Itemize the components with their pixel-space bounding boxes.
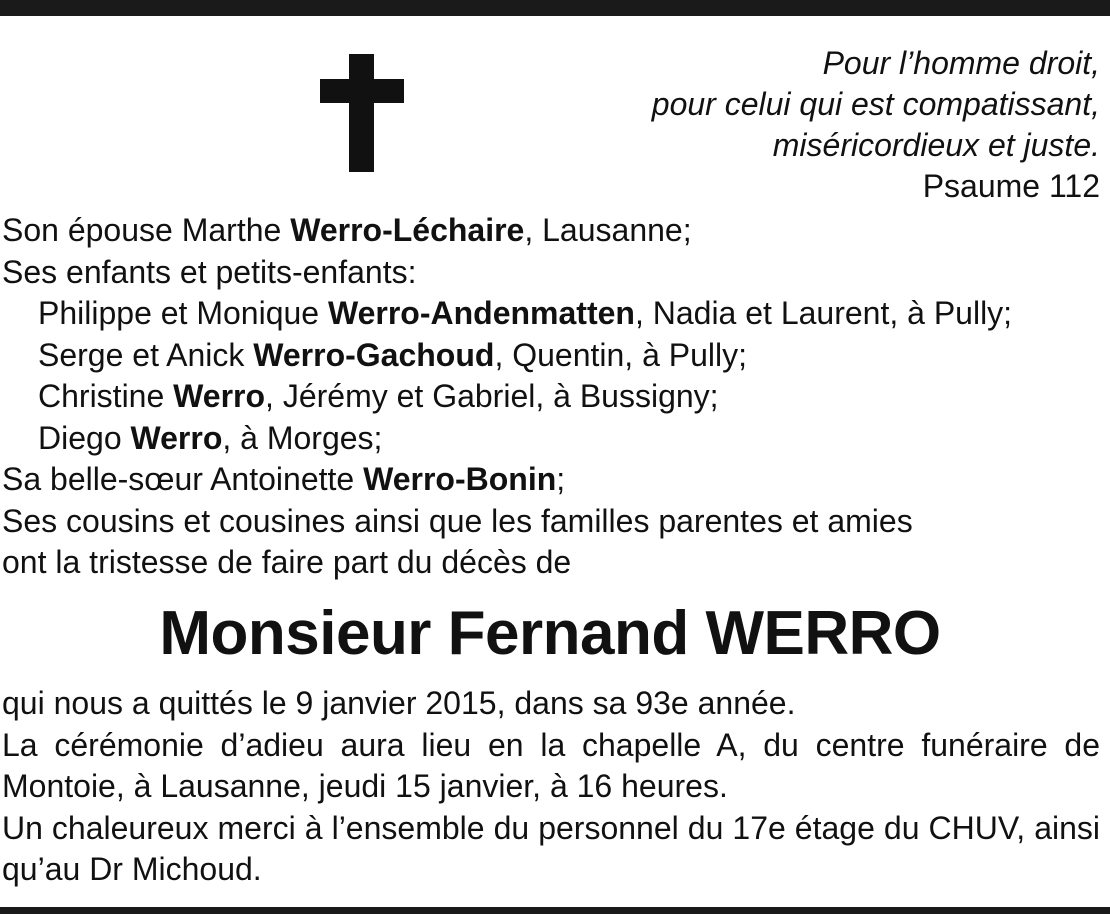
deceased-name: Monsieur Fernand WERRO — [159, 599, 941, 668]
cousins-line: Ses cousins et cousines ainsi que les familles parentes et amies — [2, 502, 913, 539]
top-rule — [0, 0, 1110, 16]
quote-line-2: pour celui qui est compatissant, — [651, 86, 1100, 122]
announcement-line: ont la tristesse de faire part du décès de — [2, 544, 572, 580]
spouse-line: Son épouse Marthe Werro-Léchaire, Lausanne; — [2, 212, 692, 248]
quote-line-1: Pour l’homme droit, — [822, 45, 1100, 81]
sister-in-law-line: Sa belle-sœur Antoinette Werro-Bonin; — [2, 461, 566, 497]
death-notice: qui nous a quittés le 9 janvier 2015, dans sa 93e année. — [2, 685, 796, 721]
child-line: Serge et Anick Werro-Gachoud, Quentin, à Pully; — [38, 336, 748, 373]
family-list — [2, 210, 1102, 584]
child-line: Philippe et Monique Werro-Andenmatten, Nadia et Laurent, à Pully; — [38, 295, 1013, 331]
ceremony-notice: La cérémonie d’adieu aura lieu en la chapelle A, du centre funéraire de Montoie, à Lausanne, jeudi 15 janvier, à 16 heures. — [2, 726, 1100, 804]
cross-icon — [320, 54, 404, 172]
thanks-notice: Un chaleureux merci à l’ensemble du personnel du 17e étage du CHUV, ainsi qu’au Dr Michoud. — [2, 809, 1100, 887]
children-intro: Ses enfants et petits-enfants: — [2, 253, 417, 290]
child-line: Diego Werro, à Morges; — [38, 419, 383, 456]
child-line: Christine Werro, Jérémy et Gabriel, à Bussigny; — [38, 378, 719, 414]
scripture-quote — [580, 43, 1100, 207]
quote-line-3: miséricordieux et juste. — [772, 127, 1100, 163]
details-block — [2, 683, 1100, 891]
bottom-rule — [0, 907, 1110, 914]
quote-reference: Psaume 112 — [922, 168, 1100, 204]
